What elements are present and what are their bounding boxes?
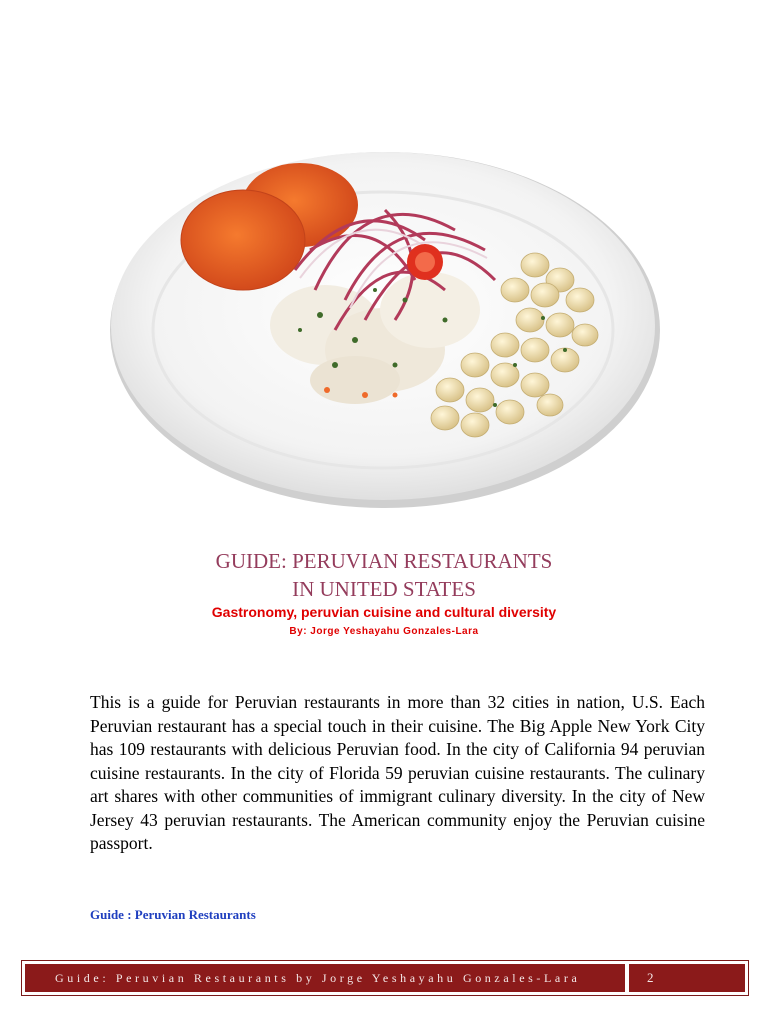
ceviche-plate-image bbox=[95, 150, 675, 520]
page-number: 2 bbox=[629, 964, 745, 992]
body-paragraph: This is a guide for Peruvian restaurants in more than 32 cities in nation, U.S. Each Peruvian restaurant has a special touch in their cuisine. The Big Apple New York City has 109 restaurants with delicious Peruvian food. In the city of California 94 peruvian cuisine restaurants. In the city of Florida 59 peruvian cuisine restaurants. The culinary art shares with other communities of immigrant culinary diversity. In the city of New Jersey 43 peruvian restaurants. The American community enjoy the Peruvian cuisine passport. bbox=[90, 692, 705, 853]
page-footer bbox=[21, 960, 749, 996]
byline: By: Jorge Yeshayahu Gonzales-Lara bbox=[289, 626, 479, 637]
title-line-2: IN UNITED STATES bbox=[292, 577, 476, 601]
title-line-1: GUIDE: PERUVIAN RESTAURANTS bbox=[215, 549, 553, 573]
guide-link[interactable]: Guide : Peruvian Restaurants bbox=[90, 907, 256, 922]
subtitle: Gastronomy, peruvian cuisine and cultural diversity bbox=[211, 604, 557, 620]
footer-text: Guide: Peruvian Restaurants by Jorge Yeshayahu Gonzales-Lara bbox=[25, 964, 625, 992]
